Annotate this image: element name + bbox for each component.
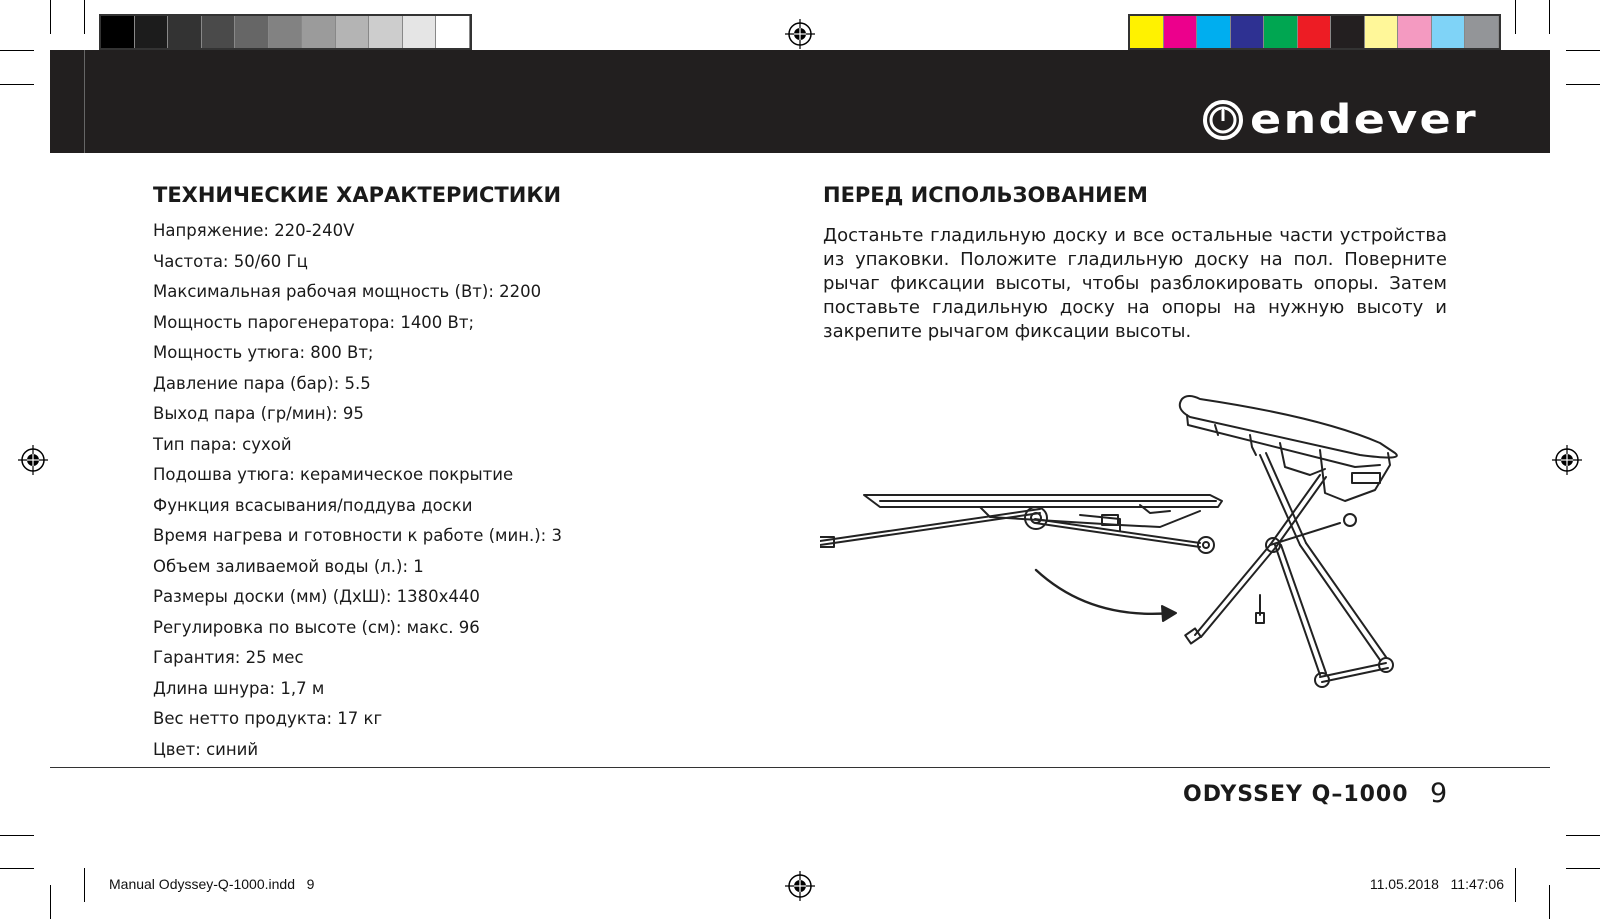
process-swatch [1398, 16, 1432, 48]
registration-mark-top [785, 19, 815, 49]
registration-mark-right [1552, 445, 1582, 475]
model-name: ODYSSEY Q–1000 [1183, 782, 1409, 807]
spec-item: Регулировка по высоте (см): макс. 96 [153, 617, 480, 637]
gray-color-bar [99, 14, 472, 50]
spec-item: Вес нетто продукта: 17 кг [153, 709, 383, 728]
registration-mark-left [18, 445, 48, 475]
footer-rule [50, 767, 1550, 768]
spec-item: Максимальная рабочая мощность (Вт): 2200 [153, 282, 542, 301]
spec-item: Мощность утюга: 800 Вт; [153, 343, 374, 362]
brand-logo [1202, 97, 1478, 143]
ironing-board-illustration [820, 395, 1440, 705]
spec-item: Подошва утюга: керамическое покрытие [153, 465, 514, 484]
process-swatch [1130, 16, 1164, 48]
gray-swatch [235, 16, 269, 48]
before-use-title: ПЕРЕД ИСПОЛЬЗОВАНИЕМ [823, 183, 1148, 207]
gray-swatch [269, 16, 303, 48]
spec-item: Длина шнура: 1,7 м [153, 678, 325, 698]
process-swatch [1331, 16, 1365, 48]
folded-board [820, 495, 1222, 553]
spec-item: Мощность парогенератора: 1400 Вт; [153, 312, 475, 332]
before-use-text: Достаньте гладильную доску и все остальные части устройства из упаковки. Положите гладильную доску на пол. Поверните рычаг фиксации высоты, чтобы разблокировать опоры. Затем поставьте гладильную доску на опоры на нужную высоту и закрепите рычагом фиксации высоты. [823, 225, 1447, 342]
process-swatch [1465, 16, 1499, 48]
process-swatch [1298, 16, 1332, 48]
gray-swatch [302, 16, 336, 48]
spec-item: Функция всасывания/поддува доски [153, 495, 473, 515]
spec-list [153, 216, 562, 765]
spec-item: Объем заливаемой воды (л.): 1 [153, 556, 424, 576]
page-number: 9 [1430, 778, 1448, 809]
process-swatch [1197, 16, 1231, 48]
gray-swatch [202, 16, 236, 48]
process-swatch [1432, 16, 1466, 48]
gray-swatch [135, 16, 169, 48]
registration-mark-bottom [785, 871, 815, 901]
gray-swatch [101, 16, 135, 48]
arrow-icon [1036, 570, 1172, 614]
spec-item: Цвет: синий [153, 739, 259, 759]
gray-swatch [168, 16, 202, 48]
process-swatch [1264, 16, 1298, 48]
process-color-bar [1128, 14, 1501, 50]
gray-swatch [436, 16, 470, 48]
specs-title: ТЕХНИЧЕСКИЕ ХАРАКТЕРИСТИКИ [153, 183, 562, 207]
header-edge-line [84, 50, 85, 153]
spec-item: Частота: 50/60 Гц [153, 251, 308, 271]
slug-datetime: 11.05.2018 11:47:06 [1369, 876, 1504, 892]
spec-item: Напряжение: 220-240V [153, 221, 355, 240]
gray-swatch [369, 16, 403, 48]
power-icon [1202, 99, 1244, 141]
process-swatch [1231, 16, 1265, 48]
spec-item: Давление пара (бар): 5.5 [153, 373, 371, 393]
spec-item: Размеры доски (мм) (ДхШ): 1380x440 [153, 587, 480, 606]
process-swatch [1164, 16, 1198, 48]
spec-item: Время нагрева и готовности к работе (мин.): 3 [153, 526, 562, 545]
gray-swatch [403, 16, 437, 48]
process-swatch [1365, 16, 1399, 48]
gray-swatch [336, 16, 370, 48]
spec-item: Гарантия: 25 мес [153, 648, 304, 667]
brand-name: endever [1249, 97, 1478, 143]
slug-file: Manual Odyssey-Q-1000.indd 9 [109, 876, 315, 892]
spec-item: Выход пара (гр/мин): 95 [153, 404, 364, 423]
spec-item: Тип пара: сухой [153, 434, 292, 454]
